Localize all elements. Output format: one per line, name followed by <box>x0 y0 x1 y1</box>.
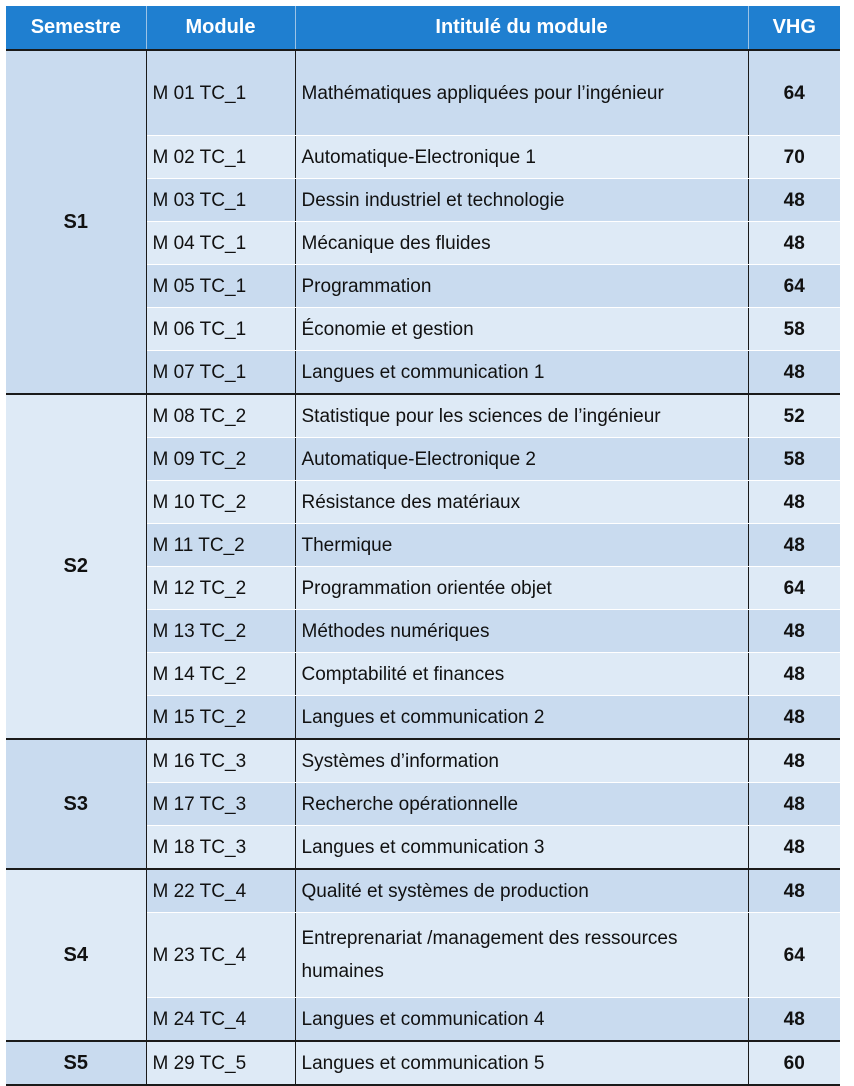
module-vhg: 48 <box>748 351 840 395</box>
module-title: Thermique <box>295 524 748 567</box>
module-title: Qualité et systèmes de production <box>295 869 748 913</box>
module-code: M 06 TC_1 <box>146 308 295 351</box>
module-code: M 10 TC_2 <box>146 481 295 524</box>
module-vhg: 60 <box>748 1041 840 1085</box>
module-code: M 16 TC_3 <box>146 739 295 783</box>
module-vhg: 48 <box>748 826 840 870</box>
module-vhg: 64 <box>748 265 840 308</box>
module-vhg: 52 <box>748 394 840 438</box>
module-code: M 24 TC_4 <box>146 998 295 1042</box>
module-title: Langues et communication 3 <box>295 826 748 870</box>
module-code: M 15 TC_2 <box>146 696 295 740</box>
module-vhg: 48 <box>748 998 840 1042</box>
curriculum-table <box>6 6 840 1086</box>
module-code: M 03 TC_1 <box>146 179 295 222</box>
module-vhg: 48 <box>748 524 840 567</box>
module-title: Méthodes numériques <box>295 610 748 653</box>
semester-label: S5 <box>6 1041 146 1085</box>
module-vhg: 64 <box>748 567 840 610</box>
table-body <box>6 50 840 1085</box>
table-row <box>6 869 840 913</box>
module-code: M 14 TC_2 <box>146 653 295 696</box>
module-code: M 18 TC_3 <box>146 826 295 870</box>
module-code: M 08 TC_2 <box>146 394 295 438</box>
module-title: Programmation orientée objet <box>295 567 748 610</box>
module-title: Langues et communication 4 <box>295 998 748 1042</box>
semester-label: S2 <box>6 394 146 739</box>
table-row <box>6 394 840 438</box>
module-title: Entreprenariat /management des ressources humaines <box>295 913 748 998</box>
module-title: Automatique-Electronique 2 <box>295 438 748 481</box>
module-code: M 01 TC_1 <box>146 50 295 136</box>
module-code: M 23 TC_4 <box>146 913 295 998</box>
module-title: Programmation <box>295 265 748 308</box>
module-title: Dessin industriel et technologie <box>295 179 748 222</box>
module-title: Résistance des matériaux <box>295 481 748 524</box>
module-vhg: 48 <box>748 696 840 740</box>
module-vhg: 48 <box>748 783 840 826</box>
module-code: M 04 TC_1 <box>146 222 295 265</box>
module-title: Automatique-Electronique 1 <box>295 136 748 179</box>
semester-label: S4 <box>6 869 146 1041</box>
module-code: M 12 TC_2 <box>146 567 295 610</box>
module-title: Mathématiques appliquées pour l’ingénieur <box>295 50 748 136</box>
module-vhg: 64 <box>748 50 840 136</box>
module-vhg: 58 <box>748 308 840 351</box>
table-row <box>6 1041 840 1085</box>
module-vhg: 48 <box>748 481 840 524</box>
module-code: M 09 TC_2 <box>146 438 295 481</box>
module-vhg: 48 <box>748 653 840 696</box>
module-title: Mécanique des fluides <box>295 222 748 265</box>
module-code: M 07 TC_1 <box>146 351 295 395</box>
module-title: Langues et communication 5 <box>295 1041 748 1085</box>
module-title: Statistique pour les sciences de l’ingénieur <box>295 394 748 438</box>
module-vhg: 48 <box>748 610 840 653</box>
module-vhg: 58 <box>748 438 840 481</box>
module-title: Langues et communication 1 <box>295 351 748 395</box>
module-title: Économie et gestion <box>295 308 748 351</box>
module-code: M 02 TC_1 <box>146 136 295 179</box>
module-vhg: 48 <box>748 869 840 913</box>
module-vhg: 70 <box>748 136 840 179</box>
semester-label: S3 <box>6 739 146 869</box>
table-row <box>6 739 840 783</box>
table-header <box>6 6 840 50</box>
module-vhg: 48 <box>748 179 840 222</box>
module-code: M 17 TC_3 <box>146 783 295 826</box>
module-vhg: 48 <box>748 739 840 783</box>
module-title: Recherche opérationnelle <box>295 783 748 826</box>
module-code: M 11 TC_2 <box>146 524 295 567</box>
module-code: M 22 TC_4 <box>146 869 295 913</box>
module-vhg: 48 <box>748 222 840 265</box>
header-semestre: Semestre <box>6 6 146 50</box>
module-vhg: 64 <box>748 913 840 998</box>
header-vhg: VHG <box>748 6 840 50</box>
module-title: Langues et communication 2 <box>295 696 748 740</box>
module-title: Comptabilité et finances <box>295 653 748 696</box>
module-code: M 29 TC_5 <box>146 1041 295 1085</box>
module-code: M 13 TC_2 <box>146 610 295 653</box>
header-module: Module <box>146 6 295 50</box>
header-row <box>6 6 840 50</box>
table-row <box>6 50 840 136</box>
module-title: Systèmes d’information <box>295 739 748 783</box>
semester-label: S1 <box>6 50 146 394</box>
header-intitule: Intitulé du module <box>295 6 748 50</box>
module-code: M 05 TC_1 <box>146 265 295 308</box>
